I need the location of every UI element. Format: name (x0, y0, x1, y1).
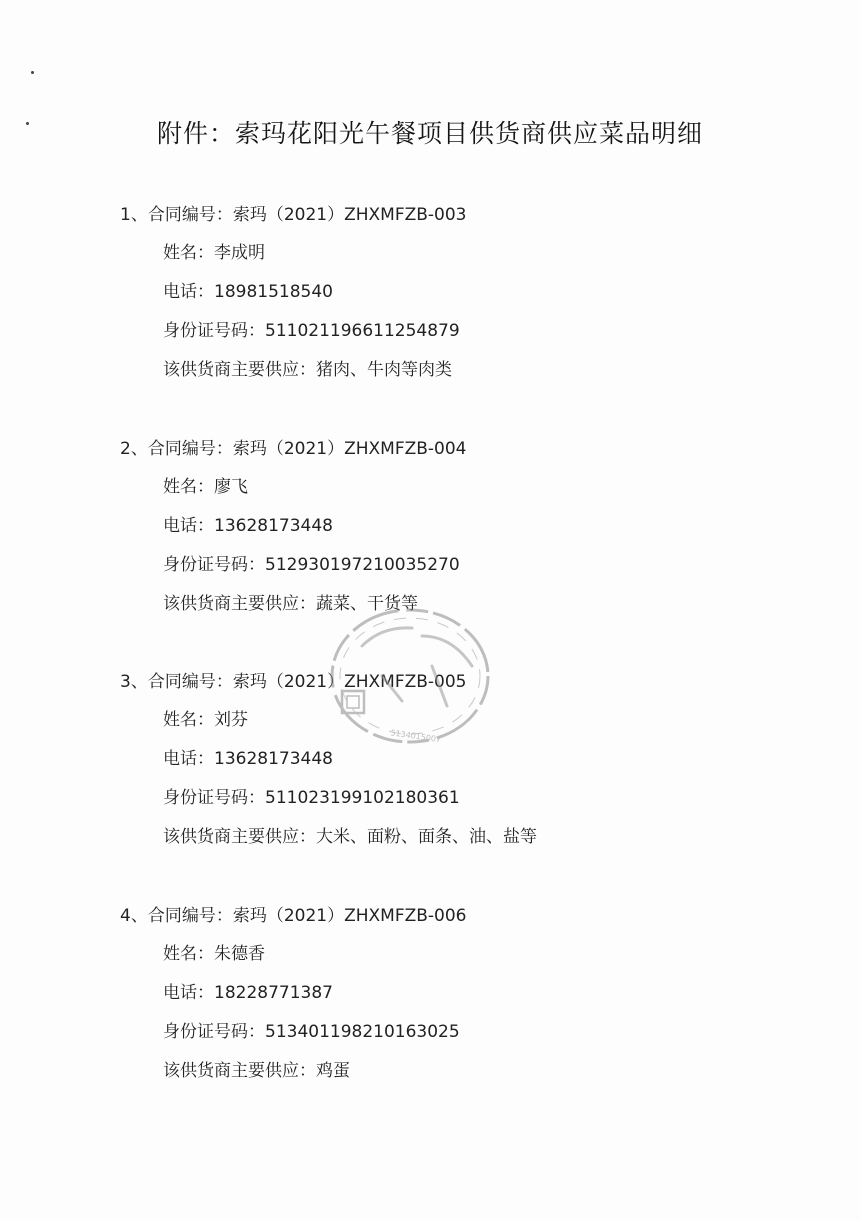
supplier-supply: 该供货商主要供应：大米、面粉、面条、油、盐等 (163, 827, 537, 847)
supplier-id-number: 身份证号码：512930197210035270 (163, 555, 460, 575)
contract-number: 4、合同编号：索玛（2021）ZHXMFZB-006 (120, 906, 467, 926)
supplier-supply: 该供货商主要供应：猪肉、牛肉等肉类 (163, 360, 452, 380)
document-title: 附件：索玛花阳光午餐项目供货商供应菜品明细 (156, 119, 703, 148)
supplier-id-number: 身份证号码：511023199102180361 (163, 788, 460, 808)
supplier-name: 姓名：朱德香 (163, 944, 265, 964)
contract-number: 3、合同编号：索玛（2021）ZHXMFZB-005 (120, 672, 467, 692)
supplier-supply: 该供货商主要供应：鸡蛋 (163, 1061, 350, 1081)
scan-speck (31, 71, 34, 74)
supplier-name: 姓名：廖飞 (163, 477, 248, 497)
supplier-phone: 电话：18981518540 (163, 282, 333, 302)
supplier-name: 姓名：刘芬 (163, 710, 248, 730)
supplier-phone: 电话：18228771387 (163, 983, 333, 1003)
seal-number: 5134015007 (389, 728, 442, 745)
supplier-supply: 该供货商主要供应：蔬菜、干货等 (163, 594, 418, 614)
official-seal (322, 606, 492, 756)
supplier-id-number: 身份证号码：513401198210163025 (163, 1022, 460, 1042)
contract-number: 1、合同编号：索玛（2021）ZHXMFZB-003 (120, 205, 467, 225)
supplier-phone: 电话：13628173448 (163, 516, 333, 536)
supplier-phone: 电话：13628173448 (163, 749, 333, 769)
contract-number: 2、合同编号：索玛（2021）ZHXMFZB-004 (120, 439, 467, 459)
supplier-name: 姓名：李成明 (163, 243, 265, 263)
supplier-id-number: 身份证号码：511021196611254879 (163, 321, 460, 341)
